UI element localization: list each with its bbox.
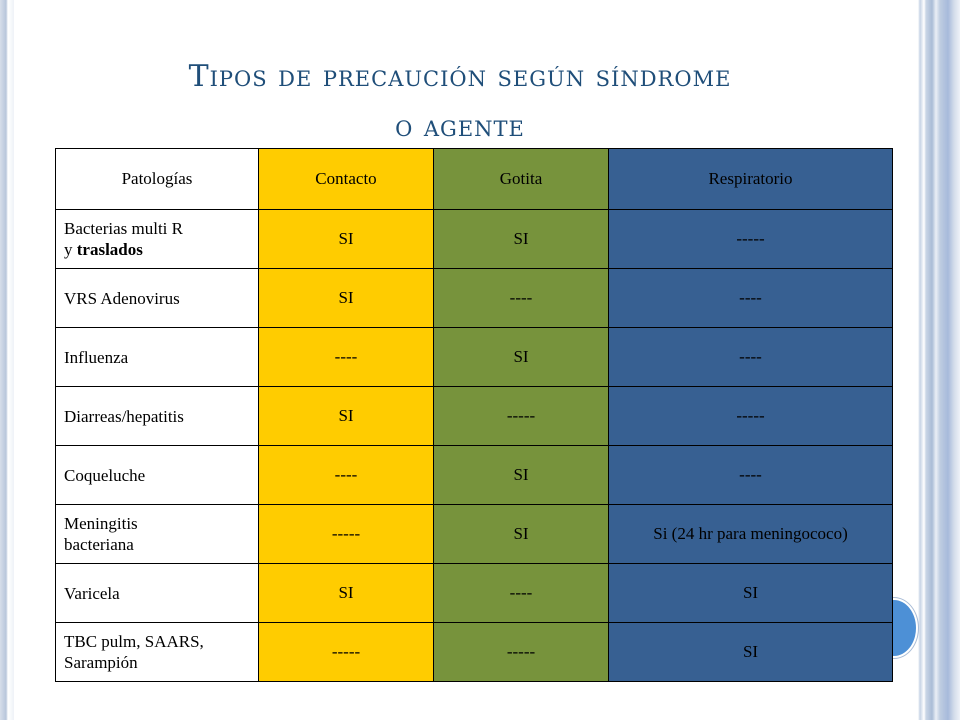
header-patologias: Patologías [56, 149, 259, 210]
header-contacto: Contacto [259, 149, 434, 210]
cell-contacto: SI [259, 564, 434, 623]
cell-contacto: SI [259, 269, 434, 328]
slide-title-line-2: o agente [395, 109, 525, 144]
cell-gotita: SI [434, 328, 609, 387]
cell-respiratorio: ---- [609, 269, 893, 328]
cell-patologia: Diarreas/hepatitis [56, 387, 259, 446]
cell-gotita: ---- [434, 564, 609, 623]
table-row [56, 210, 893, 269]
cell-respiratorio: ----- [609, 387, 893, 446]
cell-respiratorio: ---- [609, 446, 893, 505]
table-row [56, 387, 893, 446]
table-row [56, 328, 893, 387]
slide-frame-left [0, 0, 14, 720]
cell-gotita: ----- [434, 387, 609, 446]
cell-patologia: Varicela [56, 564, 259, 623]
cell-contacto: ---- [259, 446, 434, 505]
cell-contacto: SI [259, 210, 434, 269]
slide-title-line-1: Tipos de precaución según síndrome [188, 59, 732, 94]
cell-respiratorio: Si (24 hr para meningococo) [609, 505, 893, 564]
cell-respiratorio: SI [609, 564, 893, 623]
cell-gotita: ---- [434, 269, 609, 328]
table-header-row [56, 149, 893, 210]
slide-title [60, 52, 860, 152]
table-row [56, 446, 893, 505]
slide-frame-right [918, 0, 960, 720]
cell-contacto: ----- [259, 623, 434, 682]
cell-patologia: VRS Adenovirus [56, 269, 259, 328]
cell-gotita: SI [434, 505, 609, 564]
cell-patologia [56, 210, 259, 269]
table-row [56, 269, 893, 328]
table-row [56, 505, 893, 564]
table-row [56, 623, 893, 682]
patologia-line-1: Meningitis [64, 514, 138, 533]
header-gotita: Gotita [434, 149, 609, 210]
patologia-line-1: Bacterias multi R [64, 219, 183, 238]
cell-gotita: SI [434, 210, 609, 269]
cell-patologia [56, 623, 259, 682]
cell-respiratorio: ----- [609, 210, 893, 269]
patologia-line-2: bacteriana [64, 535, 134, 554]
patologia-line-2: y [64, 240, 77, 259]
header-respiratorio: Respiratorio [609, 149, 893, 210]
table-row [56, 564, 893, 623]
cell-contacto: SI [259, 387, 434, 446]
cell-patologia: Influenza [56, 328, 259, 387]
cell-respiratorio: SI [609, 623, 893, 682]
cell-patologia [56, 505, 259, 564]
cell-gotita: ----- [434, 623, 609, 682]
precautions-table [55, 148, 893, 682]
cell-patologia: Coqueluche [56, 446, 259, 505]
cell-contacto: ----- [259, 505, 434, 564]
patologia-bold: traslados [76, 240, 143, 259]
cell-gotita: SI [434, 446, 609, 505]
patologia-line-2: Sarampión [64, 653, 138, 672]
cell-respiratorio: ---- [609, 328, 893, 387]
cell-contacto: ---- [259, 328, 434, 387]
patologia-line-1: TBC pulm, SAARS, [64, 632, 204, 651]
